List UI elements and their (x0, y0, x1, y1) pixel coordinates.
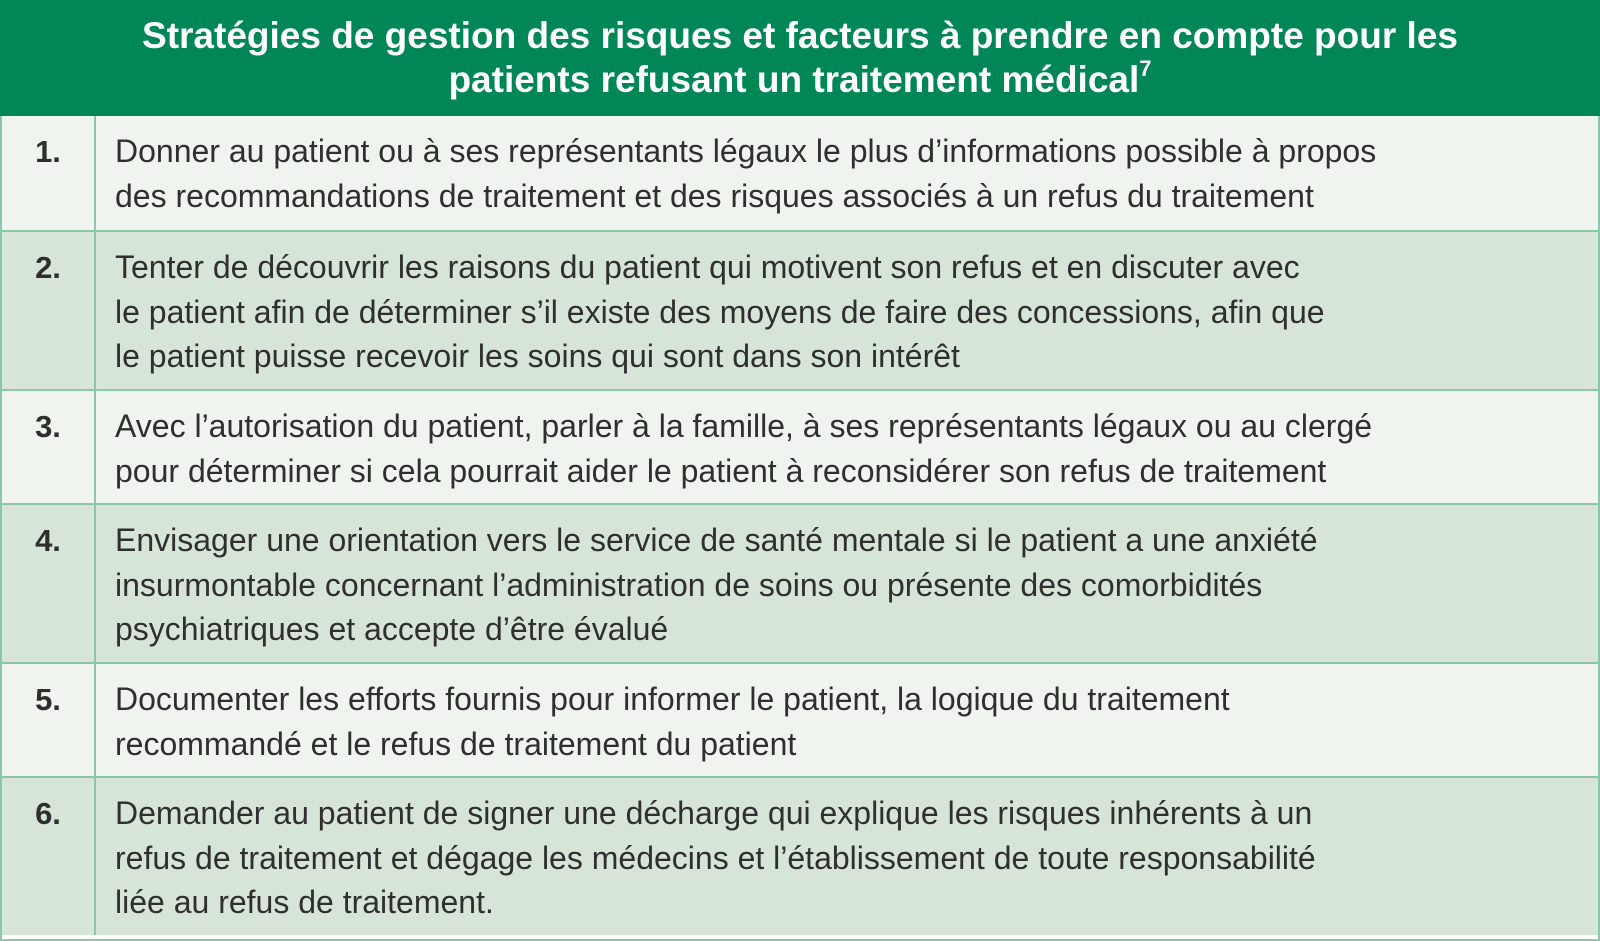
row-text (96, 664, 1598, 776)
table-title-line-2 (448, 58, 1151, 102)
row-text-line: refus de traitement et dégage les médecins et l’établissement de toute responsabilité (115, 839, 1316, 876)
row-text (96, 778, 1598, 935)
table-row-6 (2, 776, 1598, 935)
row-text-line: Donner au patient ou à ses représentants légaux le plus d’informations possible à propos (115, 133, 1377, 169)
row-text-line: Demander au patient de signer une décharge qui explique les risques inhérents à un (115, 795, 1313, 831)
table-title (0, 0, 1600, 116)
row-text-line: pour déterminer si cela pourrait aider le patient à reconsidérer son refus de traitement (115, 452, 1327, 489)
table-row-1 (2, 116, 1598, 230)
row-text-line: Envisager une orientation vers le service de santé mentale si le patient a une anxiété (115, 522, 1318, 558)
row-text (96, 505, 1598, 662)
row-text-line: Documenter les efforts fournis pour informer le patient, la logique du traitement (115, 681, 1230, 717)
row-text-line: le patient afin de déterminer s’il existe des moyens de faire des concessions, afin que (115, 293, 1325, 330)
row-text-line: Avec l’autorisation du patient, parler à la famille, à ses représentants légaux ou au clergé (115, 408, 1373, 444)
row-text-line: liée au refus de traitement. (115, 884, 494, 920)
row-number: 6. (2, 778, 96, 935)
row-number: 5. (2, 664, 96, 776)
table-row-2 (2, 230, 1598, 389)
table-row-5 (2, 662, 1598, 776)
row-text (96, 232, 1598, 389)
row-text-line: le patient puisse recevoir les soins qui sont dans son intérêt (115, 338, 960, 374)
row-text (96, 116, 1598, 230)
table-row-3 (2, 389, 1598, 503)
row-number: 2. (2, 232, 96, 389)
footnote-marker: 7 (1139, 56, 1152, 81)
table-row-4 (2, 503, 1598, 662)
row-number: 3. (2, 391, 96, 503)
row-number: 4. (2, 505, 96, 662)
table-title-line-2-text: patients refusant un traitement médical (448, 59, 1140, 100)
row-text (96, 391, 1598, 503)
table-title-line-1: Stratégies de gestion des risques et facteurs à prendre en compte pour les (142, 15, 1458, 56)
row-text-line: recommandé et le refus de traitement du patient (115, 725, 797, 762)
table-body (0, 116, 1600, 941)
row-text-line: insurmontable concernant l’administration de soins ou présente des comorbidités (115, 566, 1263, 603)
row-text-line: psychiatriques et accepte d’être évalué (115, 611, 669, 647)
row-text-line: des recommandations de traitement et des risques associés à un refus du traitement (115, 177, 1314, 214)
row-text-line: Tenter de découvrir les raisons du patient qui motivent son refus et en discuter avec (115, 249, 1300, 285)
row-number: 1. (2, 116, 96, 230)
